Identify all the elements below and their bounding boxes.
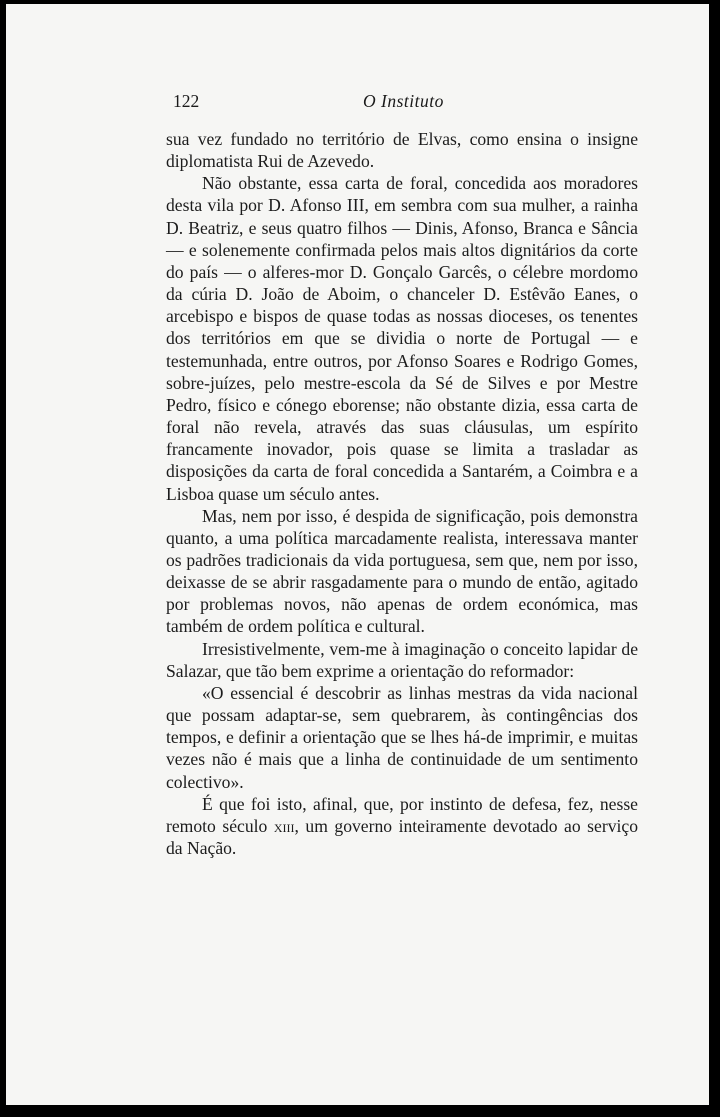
page-header xyxy=(173,91,646,115)
paragraph-quotation: «O essencial é descobrir as linhas mestras da vida nacional que possam adaptar-se, sem quebrarem, às contingências dos tempos, e definir a orientação que se lhes há-de imprimir, e muitas vezes não é mais que a linha de continuidade de um sentimento colectivo». xyxy=(166,682,638,792)
century-numeral: xiii xyxy=(273,815,295,836)
paragraph-salazar: Irresistivelmente, vem-me à imaginação o conceito lapidar de Salazar, que tão bem exprime a orientação do reformador: xyxy=(166,638,638,681)
paragraph-significacao: Mas, nem por isso, é despida de significação, pois demonstra quanto, a uma política marcadamente realista, interessava manter os padrões tradicionais da vida portuguesa, sem que, nem por isso, deixasse de se abrir rasgadamente para o mundo de então, agitado por problemas novos, não apenas de ordem económica, mas também de ordem política e cultural. xyxy=(166,505,638,637)
running-title: O Instituto xyxy=(363,91,444,111)
body-text xyxy=(166,128,638,859)
paragraph-conclusion xyxy=(166,793,638,859)
paragraph-continuation: sua vez fundado no território de Elvas, como ensina o insigne diplomatista Rui de Azevedo. xyxy=(166,129,638,172)
page-number: 122 xyxy=(173,91,200,111)
paragraph-foral: Não obstante, essa carta de foral, concedida aos moradores desta vila por D. Afonso III, em sembra com sua mulher, a rainha D. Beatriz, e seus quatro filhos — Dinis, Afonso, Branca e Sância — e solenemente confirmada pelos mais altos dignitários da corte do país — o alferes-mor D. Gonçalo Garcês, o célebre mordomo da cúria D. João de Aboim, o chanceler D. Estêvão Eanes, o arcebispo e bispos de quase todas as nossas dioceses, os tenentes dos territórios em que se dividia o norte de Portugal — e testemunhada, entre outros, por Afonso Soares e Rodrigo Gomes, sobre-juízes, pelo mestre-escola da Sé de Silves e por Mestre Pedro, físico e cónego eborense; não obstante dizia, essa carta de foral não revela, através das suas cláusulas, um espírito francamente inovador, pois quase se limita a trasladar as disposições da carta de foral concedida a Santarém, a Coimbra e a Lisboa quase um século antes. xyxy=(166,173,638,504)
conclusion-text-after: , um governo inteiramente devotado ao serviço da Nação. xyxy=(166,815,638,858)
conclusion-text-before: É que foi isto, afinal, que, por instinto de defesa, fez, nesse remoto século xyxy=(166,793,638,836)
